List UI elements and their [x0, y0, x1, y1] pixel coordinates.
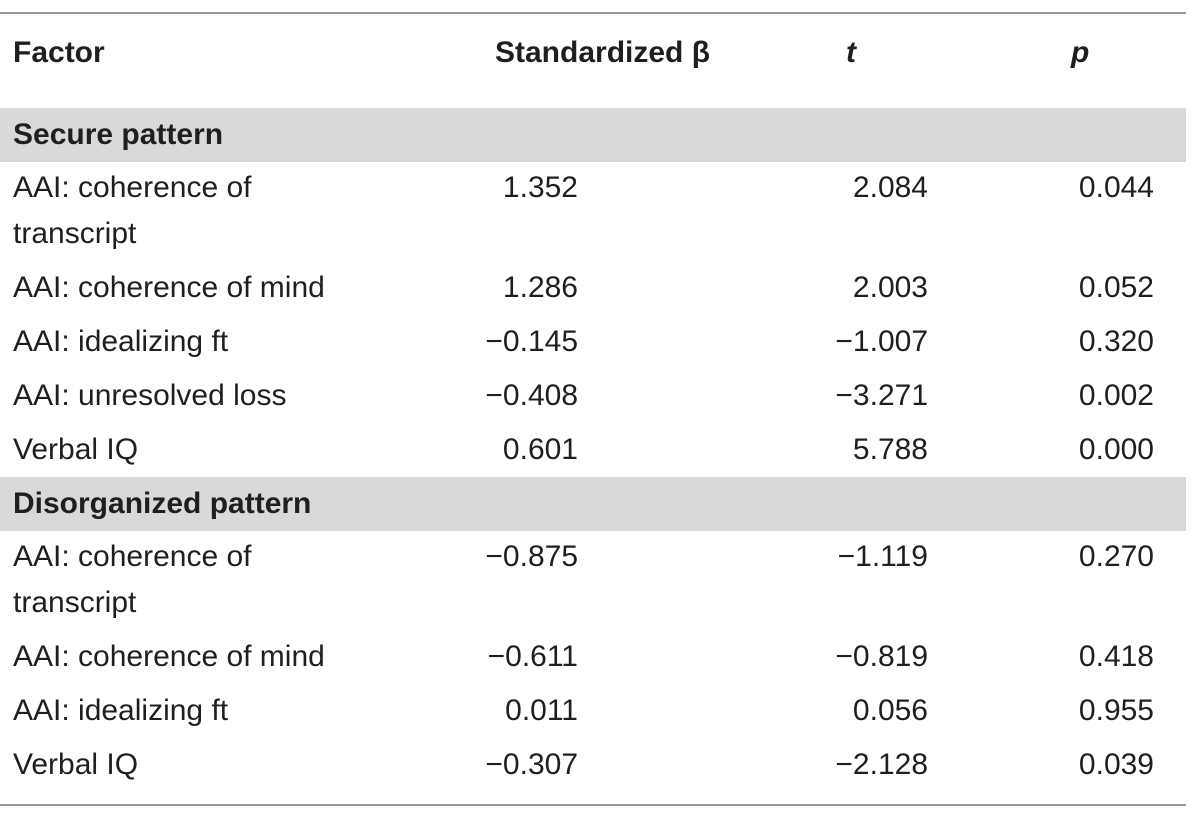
beta-cell: 0.011 [505, 694, 578, 727]
table-row [0, 265, 1186, 311]
t-cell: −2.128 [835, 748, 928, 781]
table-row [0, 319, 1186, 365]
section-title: Secure pattern [13, 118, 224, 151]
table-bottom-rule [0, 804, 1186, 806]
factor-cell: Verbal IQ [13, 748, 139, 781]
beta-cell: −0.145 [485, 325, 578, 358]
p-cell: 0.418 [1078, 640, 1154, 673]
beta-cell: −0.875 [485, 540, 578, 573]
p-cell: 0.002 [1078, 379, 1154, 412]
table-header-row [0, 30, 1186, 76]
t-cell: −1.119 [837, 540, 928, 573]
factor-cell: AAI: unresolved loss [13, 379, 287, 412]
factor-cell: AAI: coherence of transcript [13, 171, 252, 250]
table-row [0, 534, 1186, 626]
table-row [0, 688, 1186, 734]
section-header-secure [0, 108, 1186, 162]
p-cell: 0.044 [1078, 171, 1154, 204]
p-cell: 0.955 [1078, 694, 1154, 727]
p-cell: 0.039 [1078, 748, 1154, 781]
t-cell: −3.271 [835, 379, 928, 412]
table-row [0, 165, 1186, 257]
beta-cell: 0.601 [502, 433, 578, 466]
t-cell: 5.788 [852, 433, 928, 466]
factor-cell: AAI: coherence of mind [13, 640, 325, 673]
factor-cell: AAI: coherence of mind [13, 271, 325, 304]
p-cell: 0.052 [1078, 271, 1154, 304]
t-cell: 2.003 [852, 271, 928, 304]
beta-cell: −0.408 [485, 379, 578, 412]
factor-cell: AAI: coherence of transcript [13, 540, 252, 619]
section-header-disorganized [0, 477, 1186, 531]
table-row [0, 634, 1186, 680]
header-factor: Factor [13, 36, 105, 69]
table-top-rule [0, 12, 1186, 14]
beta-cell: 1.352 [502, 171, 578, 204]
table-row [0, 427, 1186, 473]
beta-cell: −0.611 [487, 640, 578, 673]
factor-cell: AAI: idealizing ft [13, 325, 229, 358]
beta-cell: 1.286 [502, 271, 578, 304]
factor-cell: Verbal IQ [13, 433, 139, 466]
table-row [0, 742, 1186, 788]
header-t: t [846, 36, 856, 69]
header-p: p [1071, 36, 1090, 69]
section-title: Disorganized pattern [13, 487, 312, 520]
t-cell: 2.084 [852, 171, 928, 204]
t-cell: 0.056 [852, 694, 928, 727]
table-row [0, 373, 1186, 419]
t-cell: −1.007 [835, 325, 928, 358]
beta-cell: −0.307 [485, 748, 578, 781]
p-cell: 0.320 [1078, 325, 1154, 358]
factor-cell: AAI: idealizing ft [13, 694, 229, 727]
p-cell: 0.270 [1078, 540, 1154, 573]
p-cell: 0.000 [1078, 433, 1154, 466]
header-standardized-beta: Standardized β [495, 36, 711, 69]
t-cell: −0.819 [835, 640, 928, 673]
